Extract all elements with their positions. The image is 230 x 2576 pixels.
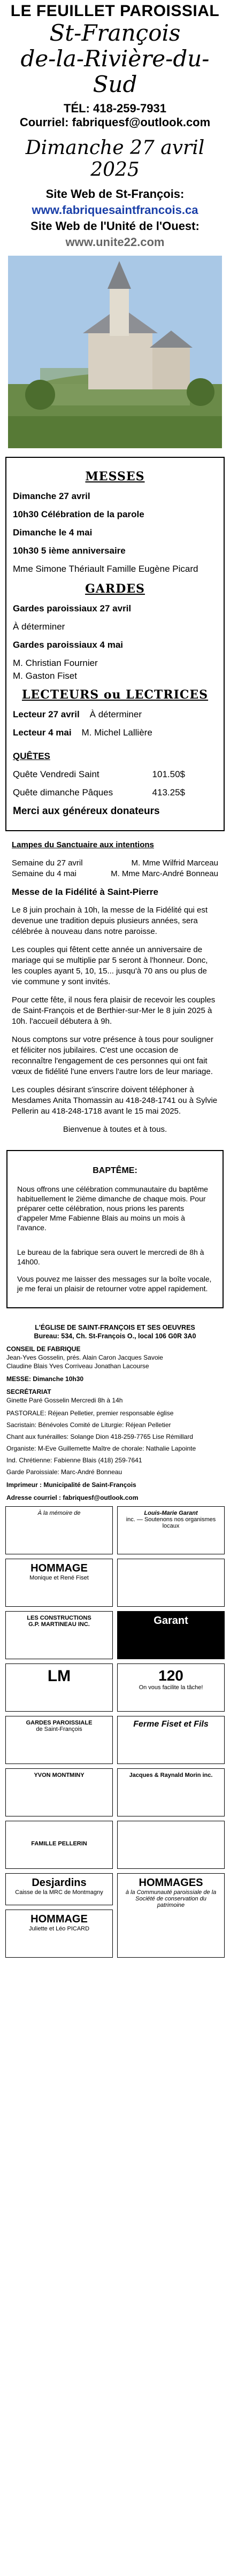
quete-value-2: 413.25$ — [152, 787, 185, 798]
mass-detail-1: 10h30 Célébration de la parole — [13, 509, 144, 519]
quetes-title: QUÊTES — [13, 751, 50, 761]
initiation-chretienne: Ind. Chrétienne: Fabienne Blais (418) 259-7641 — [6, 1456, 142, 1464]
organiste: Organiste: M-Eve Guillemette Maître de chorale: Nathalie Lapointe — [6, 1445, 196, 1452]
fidelite-p5: Les couples désirant s'inscrire doivent téléphoner à Mesdames Anita Thomassin au 418-248-1741 ou à Sylvie Pellerin au 418-248-1718 avant le 15 mai 2025. — [12, 1085, 218, 1116]
ad-communaute-text: à la Communauté paroissiale de la Société de conservation du patrimoine — [125, 1889, 217, 1908]
fidelite-welcome: Bienvenue à toutes et à tous. — [63, 1125, 167, 1134]
eglise-section — [0, 1323, 230, 1502]
lecteur-date-2: Lecteur 4 mai — [13, 727, 72, 738]
ad-garant-tagline: inc. — Soutenons nos organismes locaux — [126, 1516, 216, 1529]
mass-date-2: Dimanche le 4 mai — [13, 527, 93, 538]
conseil-members-2: Claudine Blais Yves Corriveau Jonathan Lacourse — [6, 1362, 149, 1370]
pastorale: PASTORALE: Réjean Pelletier, premier responsable église — [6, 1409, 174, 1417]
lampe-intention-1: M. Mme Wilfrid Marceau — [131, 858, 218, 868]
messes-section — [5, 457, 225, 831]
fidelite-title: Messe de la Fidélité à Saint-Pierre — [12, 887, 159, 897]
mass-date-1: Dimanche 27 avril — [13, 491, 90, 501]
secretariat-info: Ginette Paré Gosselin Mercredi 8h à 14h — [6, 1397, 123, 1404]
ad-communaute — [117, 1873, 225, 1958]
ad-jr-name: Jacques & Raynald Morin inc. — [129, 1772, 213, 1778]
email: Courriel: fabriquesf@outlook.com — [19, 116, 211, 129]
bulletin-date: Dimanche 27 avril 2025 — [25, 137, 205, 181]
bulletin-title: LE FEUILLET PAROISSIAL — [10, 2, 220, 20]
ad-boutique — [117, 1559, 225, 1607]
lecteur-row-2 — [13, 727, 217, 738]
merci-donateurs: Merci aux généreux donateurs — [13, 806, 160, 817]
lampe-row-2 — [12, 869, 218, 879]
conseil-title: CONSEIL DE FABRIQUE — [6, 1345, 81, 1353]
fidelite-p1: Le 8 juin prochain à 10h, la messe de la Fidélité qui est devenue une tradition depuis plusieurs années, sera célébrée à nouveau dans notre paroisse. — [12, 906, 208, 936]
ad-120 — [117, 1663, 225, 1712]
parish-name-line2: de-la-Rivière-du-Sud — [20, 45, 210, 97]
websites — [3, 186, 227, 250]
ad-hommage-monique — [5, 1559, 113, 1607]
ad-hommage-title: HOMMAGE — [30, 1562, 88, 1574]
ad-montminy — [5, 1768, 113, 1816]
ad-gardes-2: de Saint-François — [36, 1726, 82, 1732]
ad-communaute-title: HOMMAGES — [139, 1877, 203, 1889]
messes-title: MESSES — [85, 470, 145, 484]
ad-hommage-jl-title: HOMMAGE — [30, 1913, 88, 1925]
eglise-address: Bureau: 534, Ch. St-François O., local 106 G0R 3A0 — [34, 1332, 196, 1340]
ad-constructions-1: LES CONSTRUCTIONS — [27, 1615, 91, 1621]
ad-constructions-2: G.P. MARTINEAU INC. — [28, 1621, 90, 1628]
masthead — [0, 0, 230, 250]
ad-lm — [5, 1663, 113, 1712]
ad-constructions — [5, 1611, 113, 1659]
lampe-week-1: Semaine du 27 avril — [12, 858, 83, 868]
ad-gardes-1: GARDES PAROISSIALE — [26, 1720, 93, 1726]
ad-memory-text: À la mémoire de — [37, 1510, 81, 1516]
ad-garant-logo-text: Garant — [154, 1615, 188, 1627]
ad-lm-logo: LM — [47, 1667, 71, 1685]
lecteurs-title: LECTEURS ou LECTRICES — [21, 688, 209, 702]
site1-label: Site Web de St-François: — [45, 187, 185, 201]
garde-date-1: Gardes paroissiaux 27 avril — [13, 603, 132, 614]
lampe-section — [0, 840, 230, 1135]
ad-montminy-name: YVON MONTMINY — [34, 1772, 85, 1778]
messe-time: MESSE: Dimanche 10h30 — [6, 1375, 84, 1383]
gardes-title: GARDES — [85, 582, 145, 596]
ad-memory — [5, 1506, 113, 1554]
lecteur-row-1 — [13, 709, 217, 720]
garde-name-1: À déterminer — [13, 622, 65, 632]
lampe-week-2: Semaine du 4 mai — [12, 869, 76, 878]
chant-funerailles: Chant aux funérailles: Solange Dion 418-259-7765 Lise Rémillard — [6, 1433, 193, 1440]
quete-label-2: Quête dimanche Pâques — [13, 787, 113, 798]
sacristain: Sacristain: Bénévoles Comité de Liturgie: Réjean Pelletier — [6, 1421, 171, 1429]
secretariat-title: SECRÉTARIAT — [6, 1388, 51, 1396]
ad-120-tagline: On vous facilite la tâche! — [139, 1684, 203, 1691]
ad-hommage-names: Monique et René Fiset — [29, 1575, 89, 1581]
ad-garant-logo — [117, 1611, 225, 1659]
site2-link[interactable]: www.unite22.com — [65, 235, 165, 249]
ad-desjardins-name: Desjardins — [32, 1877, 87, 1889]
ad-120-num: 120 — [158, 1667, 183, 1684]
bapteme-title: BAPTÊME: — [93, 1166, 137, 1175]
ad-ferme — [117, 1716, 225, 1764]
quete-row-2 — [13, 787, 217, 798]
fidelite-p3: Pour cette fête, il nous fera plaisir de recevoir les couples de Saint-François et de Berthier-sur-Mer le 8 juin 2025 à 10h. l'accueil débutera à 9h. — [12, 995, 216, 1026]
garde-name-2: M. Christian Fournier — [13, 658, 98, 668]
garde-date-2: Gardes paroissiaux 4 mai — [13, 640, 123, 650]
eglise-email: Adresse courriel : fabriquesf@outlook.com — [6, 1494, 139, 1501]
mass-detail-2: 10h30 5 ième anniversaire — [13, 546, 126, 556]
garde-name-3: M. Gaston Fiset — [13, 671, 77, 681]
lecteur-date-1: Lecteur 27 avril — [13, 709, 80, 719]
parish-name-line1: St-François — [49, 20, 181, 46]
ad-hommage-jl-names: Juliette et Léo PICARD — [28, 1926, 90, 1932]
ad-desjardins-caisse: Caisse de la MRC de Montmagny — [15, 1889, 103, 1896]
lecteur-name-2: M. Michel Lallière — [81, 727, 152, 738]
ad-pellerin — [5, 1821, 113, 1869]
ad-hommage-jl — [5, 1910, 113, 1958]
lampe-row-1 — [12, 858, 218, 869]
ad-garant-name: Louis-Marie Garant — [144, 1510, 198, 1516]
quete-value-1: 101.50$ — [152, 769, 185, 779]
sponsor-ads — [5, 1506, 225, 1958]
phone: TÉL: 418-259-7931 — [64, 102, 166, 115]
fidelite-p2: Les couples qui fêtent cette année un anniversaire de mariage qui se multiplie par 5 seront à l'honneur. Donc, les couples ayant 5, 10, 15... jusqu'à 70 ans ou plus de vie commune y sont invités. — [12, 945, 208, 986]
ad-bonneau — [117, 1821, 225, 1869]
site2-label: Site Web de l'Unité de l'Ouest: — [30, 219, 200, 233]
ad-desjardins — [5, 1873, 113, 1905]
mass-intention-2: Mme Simone Thériault Famille Eugène Picard — [13, 564, 198, 574]
ad-ferme-name: Ferme Fiset et Fils — [133, 1720, 209, 1729]
bapteme-p1: Nous offrons une célébration communautaire du baptême habituellement le 2ième dimanche de chaque mois. Pour préparer cette célébration, nous prions les parents d'appeler Mme Fabienne Blais au moins un mois à l'avance. — [17, 1185, 208, 1232]
lampe-intention-2: M. Mme Marc-André Bonneau — [111, 869, 218, 878]
ad-gardes — [5, 1716, 113, 1764]
bapteme-section — [6, 1150, 224, 1308]
bureau-hours: Le bureau de la fabrique sera ouvert le mercredi de 8h à 14h00. — [17, 1248, 204, 1266]
garde-paroissiale: Garde Paroissiale: Marc-André Bonneau — [6, 1468, 122, 1476]
eglise-heading: L'ÉGLISE DE SAINT-FRANÇOIS ET SES OEUVRES — [35, 1324, 195, 1331]
voicemail-note: Vous pouvez me laisser des messages sur la boîte vocale, je me ferai un plaisir de retourner votre appel rapidement. — [17, 1275, 212, 1293]
lecteur-name-1: À déterminer — [89, 709, 142, 719]
imprimeur: Imprimeur : Municipalité de Saint-François — [6, 1481, 136, 1489]
conseil-members-1: Jean-Yves Gosselin, prés. Alain Caron Jacques Savoie — [6, 1354, 163, 1361]
fidelite-p4: Nous comptons sur votre présence à tous pour souligner et féliciter nos jubilaires. C'est une occasion de reconnaître l'engagement de ces personnes qui ont fait vœux de fidélité l'une envers l'autre lors de leur mariage. — [12, 1035, 213, 1076]
ad-jr — [117, 1768, 225, 1816]
ad-pellerin-name: FAMILLE PELLERIN — [31, 1841, 87, 1847]
lampe-title: Lampes du Sanctuaire aux intentions — [12, 840, 154, 849]
site1-link[interactable]: www.fabriquesaintfrancois.ca — [32, 203, 198, 217]
quete-label-1: Quête Vendredi Saint — [13, 769, 99, 779]
church-illustration — [8, 256, 222, 448]
quete-row-1 — [13, 769, 217, 780]
ad-garant — [117, 1506, 225, 1554]
church-photo — [8, 256, 222, 448]
